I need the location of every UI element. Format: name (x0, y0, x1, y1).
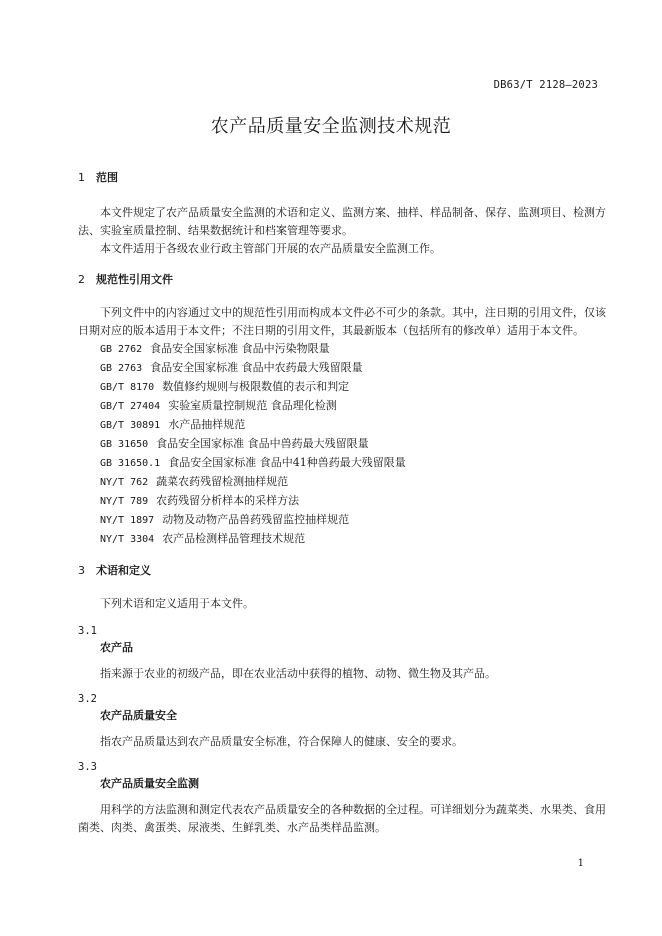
reference-code: GB/T 8170 (100, 382, 155, 393)
reference-name: 农产品检测样品管理技术规范 (162, 532, 306, 545)
scope-paragraph-2: 本文件适用于各级农业行政主管部门开展的农产品质量安全监测工作。 (100, 242, 441, 255)
term-name: 农产品质量安全监测 (100, 777, 199, 790)
document-title: 农产品质量安全监测技术规范 (210, 116, 452, 137)
document-body (78, 170, 606, 837)
page-number: 1 (577, 858, 584, 869)
reference-code: NY/T 762 (100, 477, 149, 488)
reference-code: GB/T 27404 (100, 401, 161, 412)
scope-paragraph-1: 本文件规定了农产品质量安全监测的术语和定义、监测方案、抽样、样品制备、保存、监测项目、检测方法、实验室质量控制、结果数据统计和档案管理等要求。 (78, 206, 606, 237)
term-definition: 指来源于农业的初级产品，即在农业活动中获得的植物、动物、微生物及其产品。 (100, 667, 496, 680)
reference-item (100, 530, 606, 549)
reference-item (100, 454, 606, 473)
reference-name: 农药残留分析样本的采样方法 (156, 494, 300, 507)
reference-code: NY/T 3304 (100, 534, 155, 545)
term-definition: 指农产品质量达到农产品质量安全标准，符合保障人的健康、安全的要求。 (100, 735, 463, 748)
reference-item (100, 359, 606, 378)
term-number: 3.1 (78, 625, 97, 637)
section-title: 范围 (96, 171, 118, 184)
reference-item (100, 397, 606, 416)
reference-name: 食品安全国家标准 食品中41种兽药最大残留限量 (168, 456, 406, 469)
reference-code: GB 31650.1 (100, 458, 161, 469)
section-number: 1 (78, 171, 85, 184)
reference-name: 动物及动物产品兽药残留监控抽样规范 (162, 513, 350, 526)
section-title: 规范性引用文件 (96, 273, 173, 286)
reference-name: 蔬菜农药残留检测抽样规范 (156, 475, 289, 488)
section-number: 2 (78, 273, 85, 286)
term-name: 农产品 (100, 641, 133, 654)
reference-name: 食品安全国家标准 食品中兽药最大残留限量 (156, 437, 369, 450)
terms-intro-paragraph: 下列术语和定义适用于本文件。 (100, 597, 254, 610)
reference-code: GB 31650 (100, 439, 149, 450)
reference-item (100, 511, 606, 530)
term-name: 农产品质量安全 (100, 709, 177, 722)
reference-name: 食品安全国家标准 食品中污染物限量 (150, 342, 330, 355)
references-intro-paragraph: 下列文件中的内容通过文中的规范性引用而构成本文件必不可少的条款。其中，注日期的引用文件，仅该日期对应的版本适用于本文件；不注日期的引用文件，其最新版本（包括所有的修改单）适用于本文件。 (78, 306, 606, 337)
reference-item (100, 473, 606, 492)
section-heading-terms-and-definitions (78, 563, 606, 579)
term-entry (78, 759, 606, 837)
reference-item (100, 340, 606, 359)
section-number: 3 (78, 564, 85, 577)
term-entry (78, 623, 606, 683)
reference-name: 数值修约规则与极限数值的表示和判定 (162, 380, 350, 393)
term-definition: 用科学的方法监测和测定代表农产品质量安全的各种数据的全过程。可详细划分为蔬菜类、水果类、食用菌类、肉类、禽蛋类、尿液类、生鲜乳类、水产品类样品监测。 (78, 803, 606, 834)
reference-item (100, 416, 606, 435)
reference-code: NY/T 1897 (100, 515, 155, 526)
reference-name: 实验室质量控制规范 食品理化检测 (168, 399, 337, 412)
section-heading-normative-references (78, 272, 606, 288)
reference-item (100, 492, 606, 511)
reference-list (78, 340, 606, 549)
reference-code: GB/T 30891 (100, 420, 161, 431)
term-entry (78, 691, 606, 751)
reference-item (100, 378, 606, 397)
reference-name: 食品安全国家标准 食品中农药最大残留限量 (150, 361, 363, 374)
document-code: DB63/T 2128—2023 (493, 79, 598, 91)
reference-name: 水产品抽样规范 (168, 418, 246, 431)
section-title: 术语和定义 (96, 564, 151, 577)
term-number: 3.2 (78, 693, 97, 705)
term-number: 3.3 (78, 761, 97, 773)
section-heading-scope (78, 170, 606, 186)
reference-code: NY/T 789 (100, 496, 149, 507)
reference-code: GB 2763 (100, 363, 143, 374)
reference-item (100, 435, 606, 454)
reference-code: GB 2762 (100, 344, 143, 355)
